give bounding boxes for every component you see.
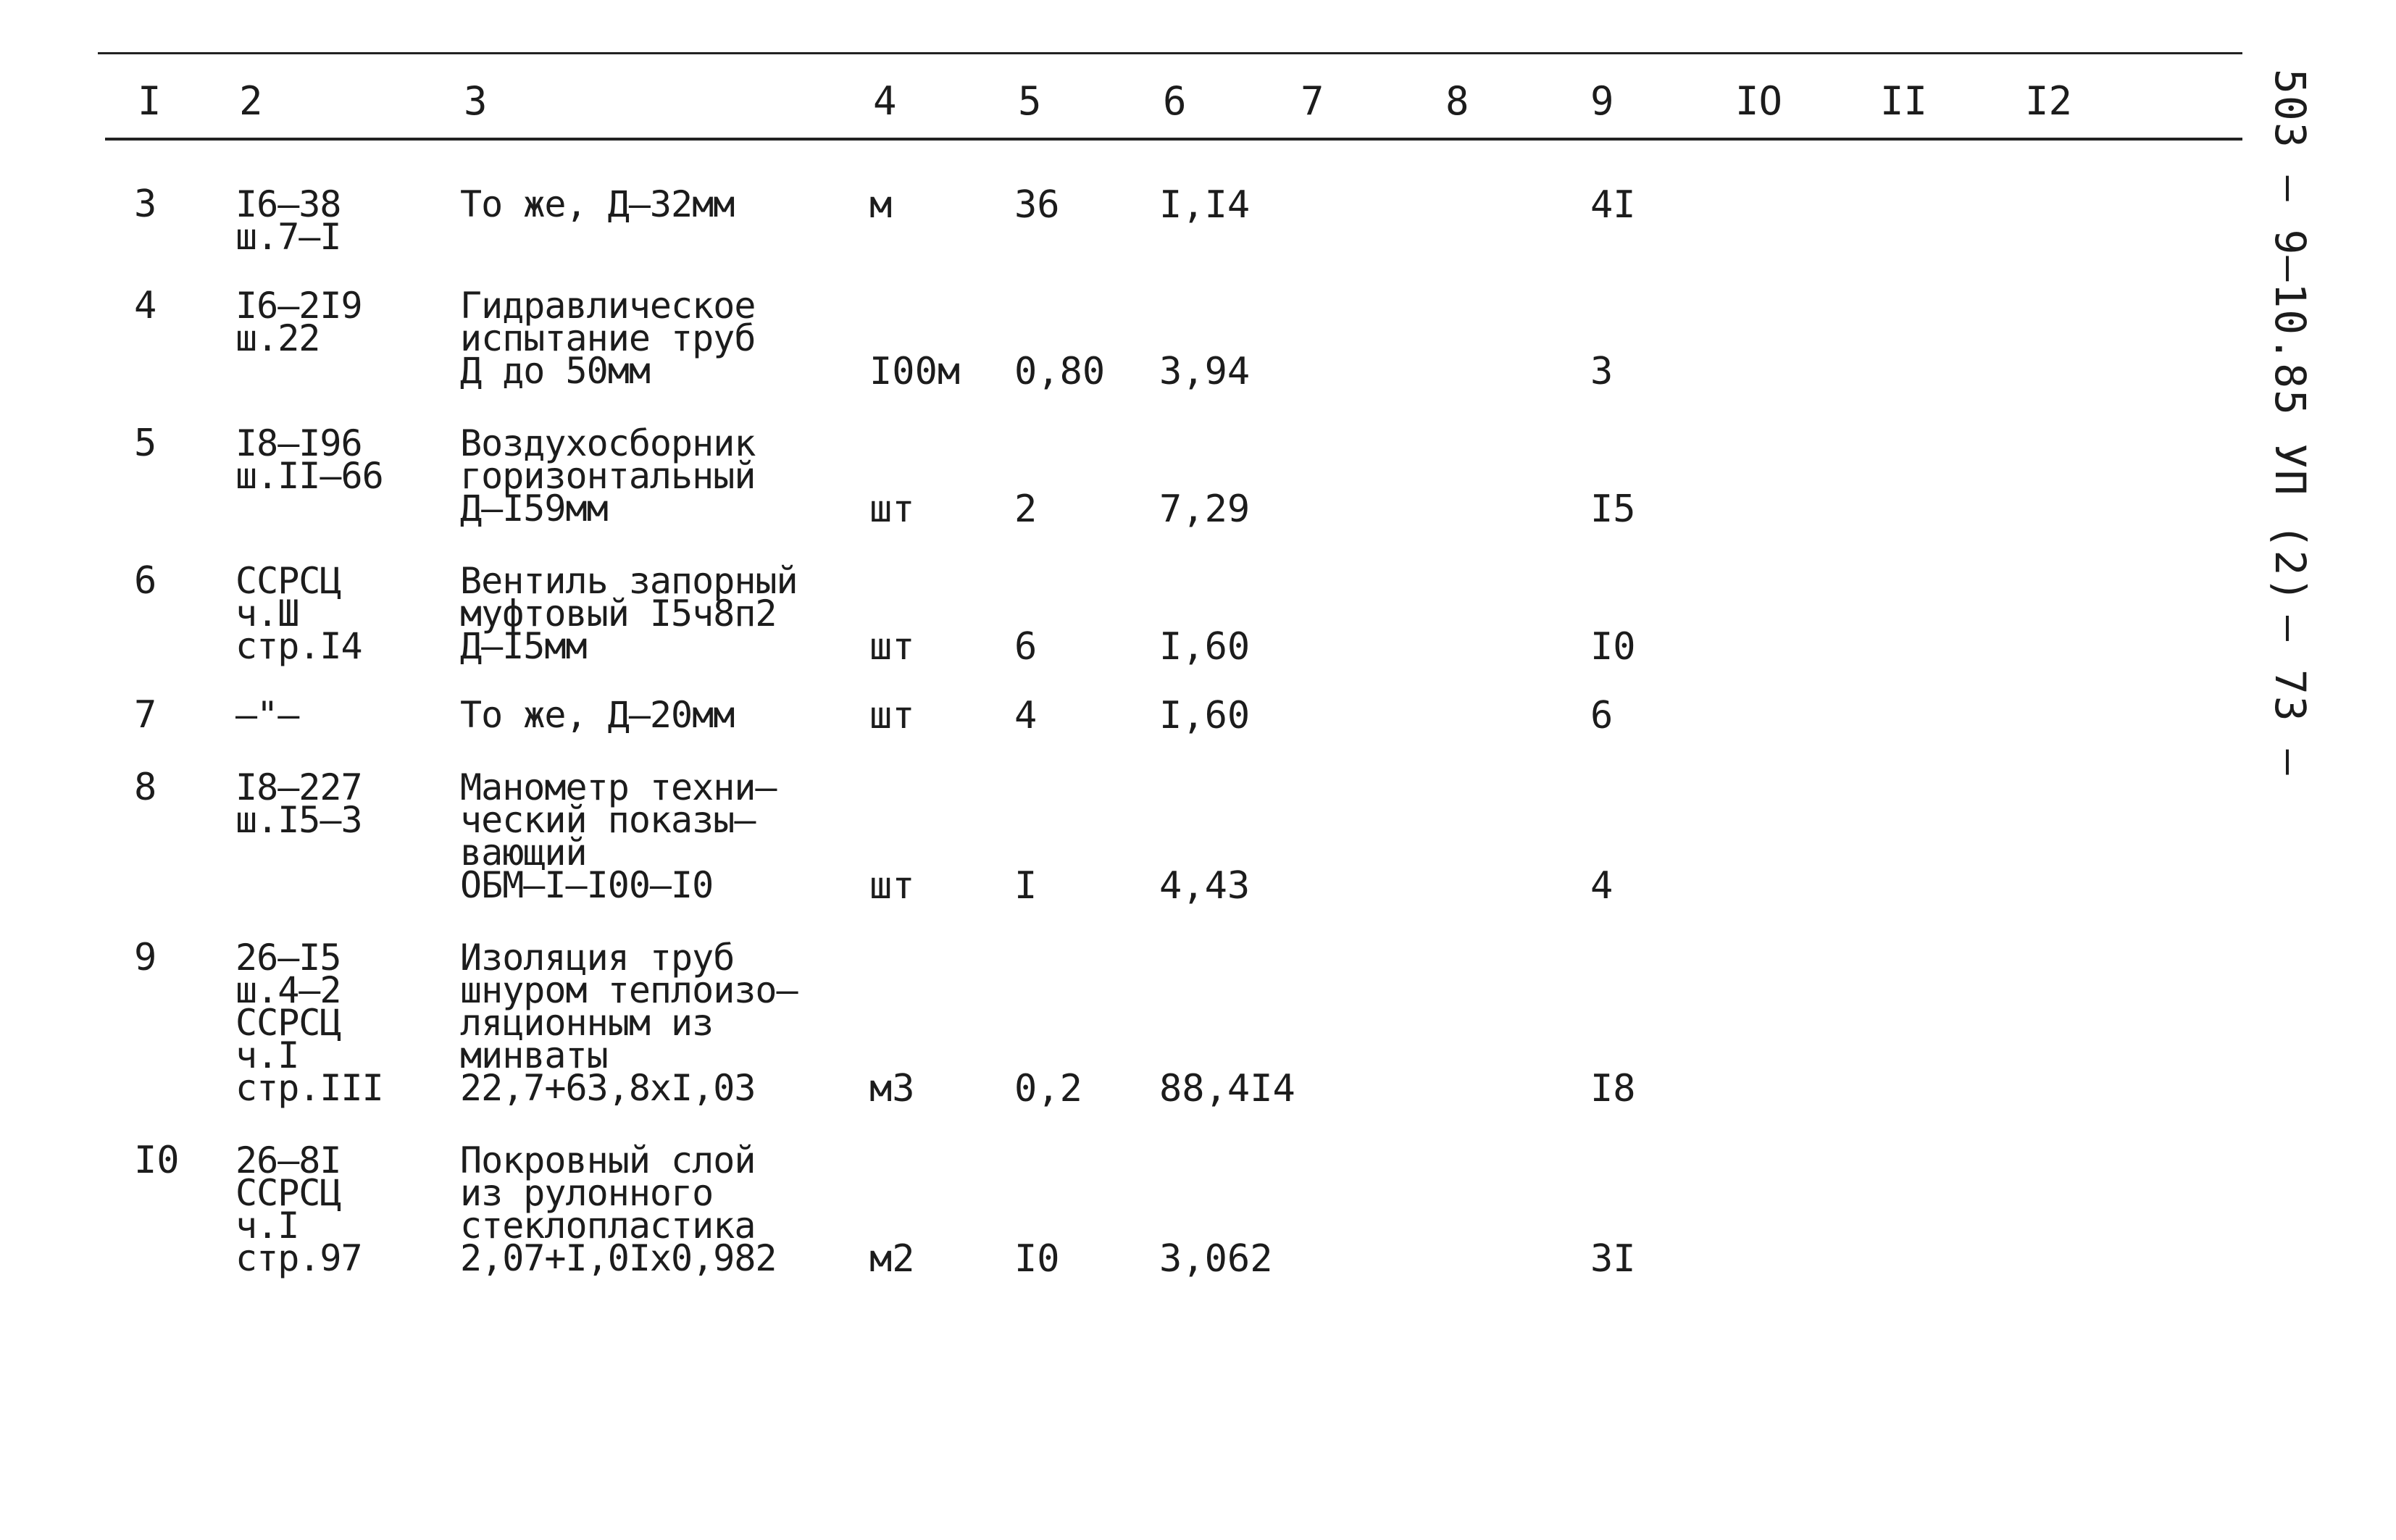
work-name: То же, Д–20мм bbox=[460, 694, 735, 736]
row-number: 8 bbox=[134, 766, 157, 809]
unit-cost: I,I4 bbox=[1159, 183, 1251, 227]
row-number: 6 bbox=[134, 559, 157, 603]
work-name: Изоляция труб шнуром теплоизо– ляционным из минваты 22,7+63,8хI,03 bbox=[460, 937, 798, 1109]
work-name: Манометр техни– ческий показы– вающий ОБМ–I–I00–I0 bbox=[460, 766, 777, 906]
rate-code: ССРСЦ ч.Ш стр.I4 bbox=[235, 560, 362, 667]
total-cost: I5 bbox=[1590, 487, 1636, 531]
document-code: 503 – 9–10.85 УП (2) bbox=[2266, 69, 2315, 604]
quantity: 6 bbox=[1014, 625, 1038, 669]
unit-cost: 88,4I4 bbox=[1159, 1067, 1295, 1110]
top-rule bbox=[98, 52, 2242, 54]
work-name: Воздухосборник горизонтальный Д–I59мм bbox=[460, 422, 756, 530]
row-number: I0 bbox=[134, 1139, 180, 1182]
unit-of-measure: I00м bbox=[869, 350, 961, 393]
work-name: То же, Д–32мм bbox=[460, 183, 735, 225]
total-cost: I8 bbox=[1590, 1067, 1636, 1110]
total-cost: 6 bbox=[1590, 694, 1614, 737]
column-header-12: I2 bbox=[2025, 78, 2073, 124]
rate-code: I6–2I9 ш.22 bbox=[235, 285, 362, 359]
work-name: Гидравлическое испытание труб Д до 50мм bbox=[460, 285, 756, 392]
quantity: 0,2 bbox=[1014, 1067, 1082, 1110]
rate-code: I8–227 ш.I5–3 bbox=[235, 766, 362, 841]
total-cost: 3 bbox=[1590, 350, 1614, 393]
column-header-1: I bbox=[138, 78, 162, 124]
row-number: 4 bbox=[134, 284, 157, 327]
unit-cost: 3,94 bbox=[1159, 350, 1251, 393]
unit-of-measure: шт bbox=[869, 694, 915, 737]
quantity: 0,80 bbox=[1014, 350, 1106, 393]
column-header-6: 6 bbox=[1163, 78, 1187, 124]
work-name: Вентиль запорный муфтовый I5ч8п2 Д–I5мм bbox=[460, 560, 798, 667]
unit-cost: I,60 bbox=[1159, 694, 1251, 737]
quantity: 36 bbox=[1014, 183, 1060, 227]
rate-code: I6–38 ш.7–I bbox=[235, 183, 341, 258]
unit-cost: 4,43 bbox=[1159, 864, 1251, 908]
column-header-8: 8 bbox=[1445, 78, 1469, 124]
quantity: I0 bbox=[1014, 1237, 1060, 1281]
column-header-10: IO bbox=[1735, 78, 1783, 124]
quantity: 2 bbox=[1014, 487, 1038, 531]
unit-of-measure: шт bbox=[869, 625, 915, 669]
unit-of-measure: шт bbox=[869, 487, 915, 531]
unit-of-measure: м3 bbox=[869, 1067, 915, 1110]
column-header-2: 2 bbox=[239, 78, 263, 124]
row-number: 5 bbox=[134, 422, 157, 465]
unit-cost: 7,29 bbox=[1159, 487, 1251, 531]
column-header-3: 3 bbox=[464, 78, 488, 124]
column-header-5: 5 bbox=[1018, 78, 1042, 124]
row-number: 9 bbox=[134, 936, 157, 979]
column-header-11: II bbox=[1880, 78, 1928, 124]
total-cost: 3I bbox=[1590, 1237, 1636, 1281]
row-number: 7 bbox=[134, 693, 157, 737]
page-number: – 73 – bbox=[2266, 616, 2315, 777]
rate-code: I8–I96 ш.II–66 bbox=[235, 422, 383, 497]
unit-of-measure: м bbox=[869, 183, 893, 227]
header-rule bbox=[105, 138, 2242, 141]
column-header-4: 4 bbox=[873, 78, 897, 124]
unit-cost: 3,062 bbox=[1159, 1237, 1273, 1281]
total-cost: 4 bbox=[1590, 864, 1614, 908]
unit-cost: I,60 bbox=[1159, 625, 1251, 669]
unit-of-measure: м2 bbox=[869, 1237, 915, 1281]
total-cost: I0 bbox=[1590, 625, 1636, 669]
work-name: Покровный слой из рулонного стеклопластика 2,07+I,0Iх0,982 bbox=[460, 1139, 777, 1279]
unit-of-measure: шт bbox=[869, 864, 915, 908]
rate-code: 26–I5 ш.4–2 ССРСЦ ч.I стр.III bbox=[235, 937, 383, 1109]
rate-code: –"– bbox=[235, 694, 299, 736]
rate-code: 26–8I ССРСЦ ч.I стр.97 bbox=[235, 1139, 362, 1279]
total-cost: 4I bbox=[1590, 183, 1636, 227]
quantity: 4 bbox=[1014, 694, 1038, 737]
quantity: I bbox=[1014, 864, 1038, 908]
column-header-7: 7 bbox=[1301, 78, 1324, 124]
row-number: 3 bbox=[134, 183, 157, 226]
column-header-9: 9 bbox=[1590, 78, 1614, 124]
